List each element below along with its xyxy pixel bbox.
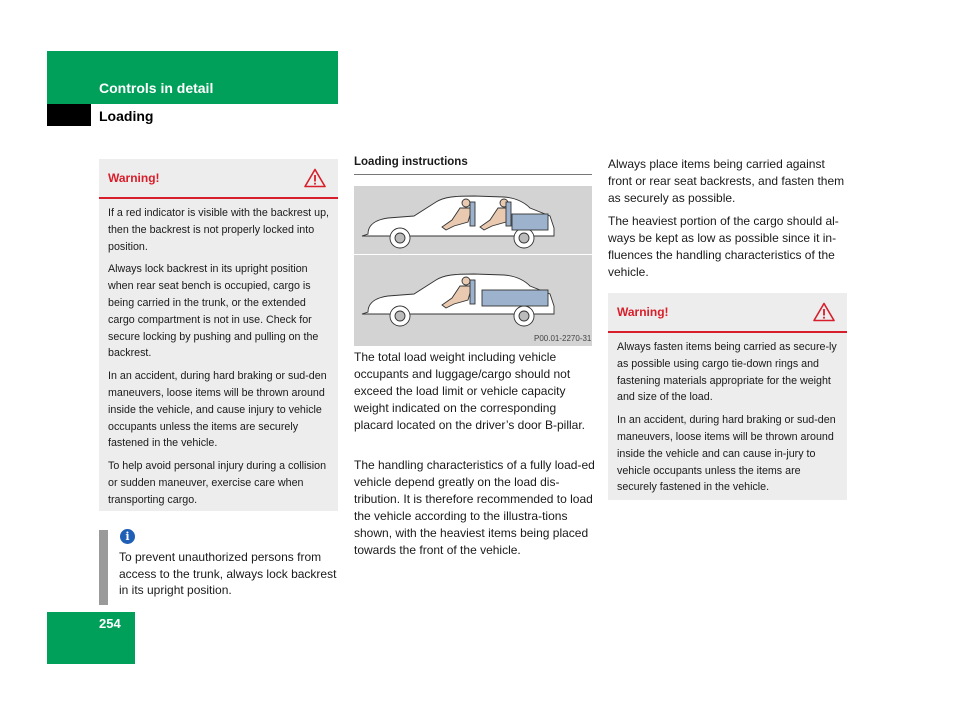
right-paragraph-2: The heaviest portion of the cargo should al-ways be kept as low as possible since it in-fluences the handling characteristics of the vehicle. <box>608 214 839 279</box>
instructions-paragraph-1: The total load weight including vehicle occupants and luggage/cargo should not exceed the load limit or vehicle capacity weight indicated on the corresponding placard located on the driver’s door B-pillar. <box>354 350 586 432</box>
warning-box-backrest <box>99 159 338 511</box>
warning-paragraph: In an accident, during hard braking or sud-den maneuvers, loose items will be thrown around inside the vehicle and can cause in-jury to vehicle occupants unless the items are securely fastened in the vehicle. <box>617 414 836 494</box>
warning-label: Warning! <box>108 171 160 185</box>
header-bar <box>47 51 338 104</box>
note-text: To prevent unauthorized persons from access to the trunk, always lock backrest in its upright position. <box>119 550 337 598</box>
loading-illustration <box>354 186 592 346</box>
right-paragraph-1: Always place items being carried against front or rear seat backrests, and fasten them as securely as possible. <box>608 157 845 205</box>
note-sidebar <box>99 530 108 605</box>
warning-paragraph: Always fasten items being carried as secure-ly as possible using cargo tie-down rings and fastening materials appropriate for the weight and size of the load. <box>617 341 837 404</box>
warning-paragraph: Always lock backrest in its upright position when rear seat bench is occupied, cargo is being carried in the trunk, or the extended cargo compartment is not in use. Check for secure locking by pushing and pulling on the backrest. <box>108 263 319 360</box>
sedan-cargo-extended-illustration <box>362 274 554 326</box>
warning-body <box>99 199 338 521</box>
warning-paragraph: To help avoid personal injury during a collision or sudden maneuver, exercise care when transporting cargo. <box>108 460 327 506</box>
sedan-cargo-trunk-illustration <box>362 196 554 248</box>
loading-instructions-heading: Loading instructions <box>354 156 592 175</box>
warning-label: Warning! <box>617 305 669 319</box>
page-number-box <box>47 612 135 664</box>
page-number: 254 <box>99 616 121 631</box>
figure-caption: P00.01-2270-31 <box>534 334 592 343</box>
figure-divider <box>354 254 592 255</box>
car-loading-diagram <box>354 186 592 346</box>
warning-header <box>99 159 338 199</box>
section-title: Controls in detail <box>99 80 214 96</box>
warning-paragraph: In an accident, during hard braking or sud-den maneuvers, loose items will be thrown around inside the vehicle, and cause injury to vehicle occupants unless the items are securely fastened in the vehicle. <box>108 370 327 450</box>
section-marker <box>47 104 91 126</box>
warning-header <box>608 293 847 333</box>
warning-body <box>608 333 847 508</box>
instructions-paragraph-2: The handling characteristics of a fully load-ed vehicle depend greatly on the load dis-tribution. It is therefore recommended to load the vehicle according to the illustra-tions shown, with the heaviest items being placed towards the front of the vehicle. <box>354 458 595 557</box>
page-title: Loading <box>99 108 154 124</box>
warning-triangle-icon <box>813 302 835 322</box>
warning-triangle-icon <box>304 168 326 188</box>
warning-paragraph: If a red indicator is visible with the backrest up, then the backrest is not properly locked into position. <box>108 207 329 253</box>
warning-box-fasten-items <box>608 293 847 500</box>
info-icon: i <box>120 529 135 544</box>
